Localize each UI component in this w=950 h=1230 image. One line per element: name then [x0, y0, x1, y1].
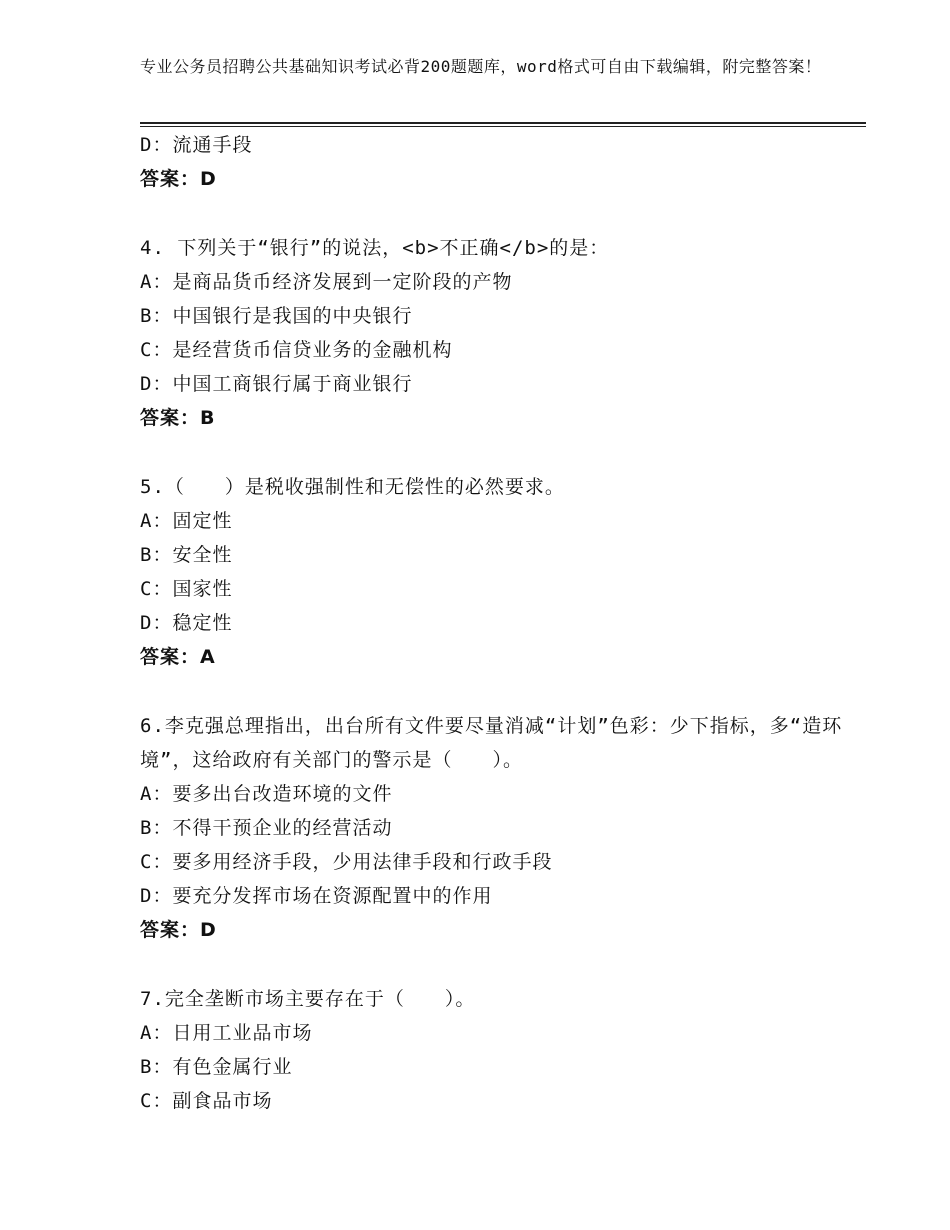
question-text: 李克强总理指出，出台所有文件要尽量消减“计划”色彩：少下指标，多“造环境”，这给政府有关部门的警示是（ ）。	[140, 715, 843, 771]
spacer	[140, 435, 850, 470]
question-7	[140, 982, 850, 1118]
option-c: C：副食品市场	[140, 1090, 273, 1112]
option-b: B：有色金属行业	[140, 1056, 293, 1078]
answer-line: 答案：A	[140, 646, 216, 668]
option-c: C：要多用经济手段，少用法律手段和行政手段	[140, 851, 553, 873]
question-stem	[140, 231, 850, 265]
answer-line: 答案：D	[140, 919, 217, 941]
answer-line: 答案：B	[140, 407, 216, 429]
question-number: 4.	[140, 237, 165, 259]
spacer	[140, 947, 850, 982]
header-rule-thin	[140, 126, 866, 127]
option-a: A：要多出台改造环境的文件	[140, 783, 393, 805]
option-d: D：中国工商银行属于商业银行	[140, 373, 413, 395]
option-d: D：稳定性	[140, 612, 233, 634]
option-a: A：固定性	[140, 510, 233, 532]
option-d: D：流通手段	[140, 134, 253, 156]
spacer	[140, 674, 850, 709]
document-header: 专业公务员招聘公共基础知识考试必背200题题库，word格式可自由下载编辑，附完整答案！	[140, 57, 822, 76]
spacer	[140, 196, 850, 231]
question-text: 下列关于“银行”的说法，<b>不正确</b>的是：	[177, 237, 610, 259]
option-c: C：是经营货币信贷业务的金融机构	[140, 339, 453, 361]
option-a: A：是商品货币经济发展到一定阶段的产物	[140, 271, 513, 293]
question-6	[140, 709, 850, 947]
header-rule-thick	[140, 122, 866, 124]
question-stem	[140, 709, 850, 777]
question-4	[140, 231, 850, 435]
question-number: 7.	[140, 988, 165, 1010]
option-a: A：日用工业品市场	[140, 1022, 313, 1044]
option-d: D：要充分发挥市场在资源配置中的作用	[140, 885, 493, 907]
option-b: B：中国银行是我国的中央银行	[140, 305, 413, 327]
question-number: 6.	[140, 715, 165, 737]
question-text: 完全垄断市场主要存在于（ ）。	[164, 988, 476, 1010]
question-stem	[140, 470, 850, 504]
question-5	[140, 470, 850, 674]
option-c: C：国家性	[140, 578, 233, 600]
question-text: （ ）是税收强制性和无偿性的必然要求。	[164, 476, 565, 498]
question-stem	[140, 982, 850, 1016]
option-b: B：安全性	[140, 544, 233, 566]
document-body	[140, 128, 850, 1118]
question-number: 5.	[140, 476, 165, 498]
answer-line: 答案：D	[140, 168, 217, 190]
option-b: B：不得干预企业的经营活动	[140, 817, 393, 839]
